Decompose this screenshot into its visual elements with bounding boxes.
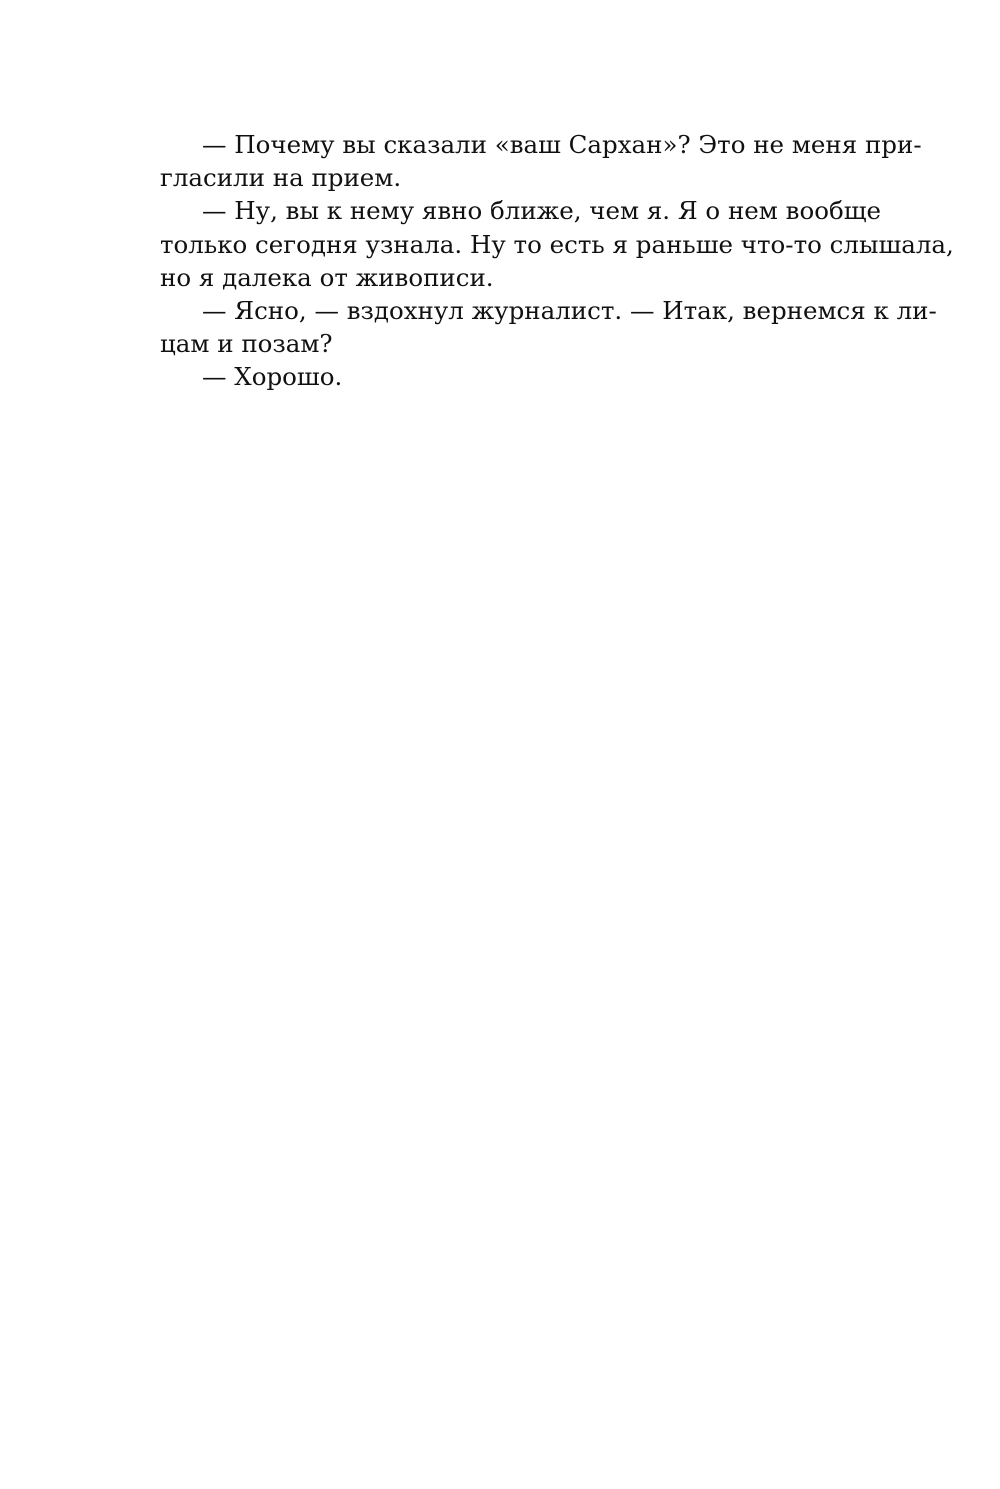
text-line: — Хорошо. xyxy=(202,362,343,392)
text-line: — Ясно, — вздохнул журналист. — Итак, вернемся к ли- xyxy=(202,295,937,325)
page-body xyxy=(160,128,954,394)
text-line: гласили на прием. xyxy=(160,163,402,193)
text-line: только сегодня узнала. Ну то есть я раньше что-то слышала, xyxy=(160,229,954,259)
text-line: — Почему вы сказали «ваш Сархан»? Это не меня при- xyxy=(202,130,922,159)
text-line: но я далека от живописи. xyxy=(160,262,494,292)
text-line: цам и позам? xyxy=(160,329,333,359)
text-line: — Ну, вы к нему явно ближе, чем я. Я о нем вообще xyxy=(202,196,881,226)
